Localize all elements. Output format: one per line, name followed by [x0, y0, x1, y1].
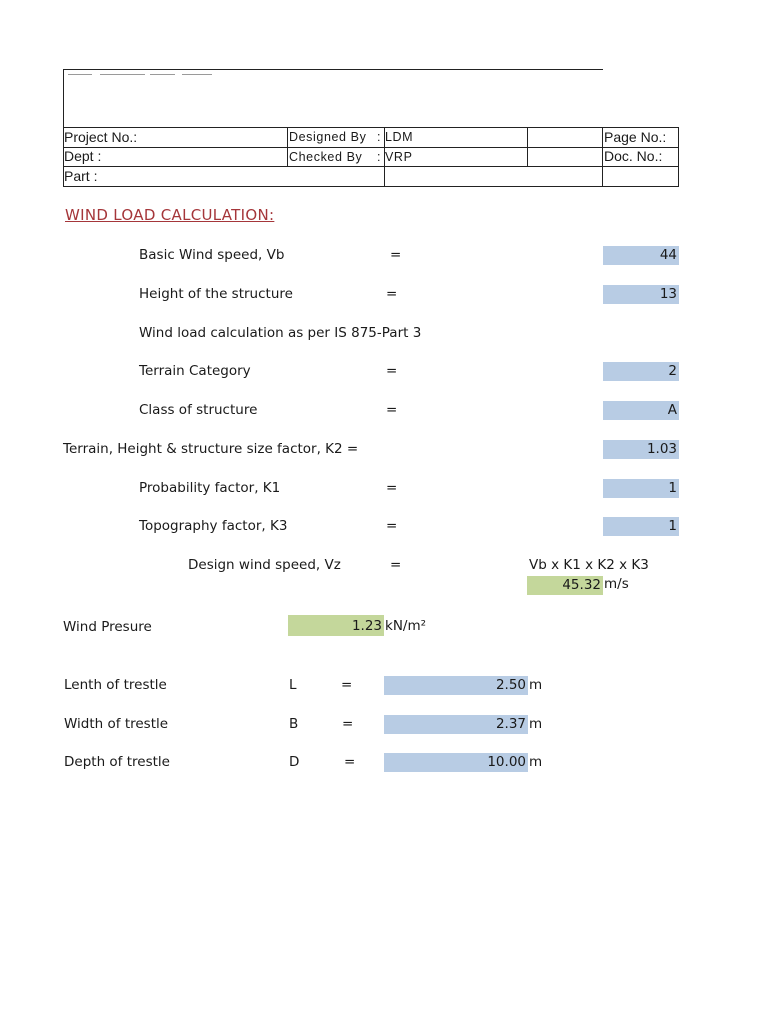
k3-value: 1 — [603, 517, 679, 536]
length-value: 2.50 — [384, 676, 528, 695]
height-value: 13 — [603, 285, 679, 304]
header-bottom — [63, 186, 679, 187]
depth-label: Depth of trestle — [64, 754, 170, 770]
depth-eq: = — [344, 754, 356, 770]
width-eq: = — [342, 716, 354, 732]
depth-symbol: D — [289, 754, 300, 770]
section-title: WIND LOAD CALCULATION: — [65, 206, 275, 224]
designed-by-colon: : — [377, 130, 382, 144]
k3-eq: = — [386, 518, 398, 534]
checked-by-colon: : — [377, 150, 382, 164]
logo-mark — [68, 74, 92, 75]
design-speed-label: Design wind speed, Vz — [188, 557, 341, 573]
dept-label: Dept : — [64, 148, 102, 164]
length-label: Lenth of trestle — [64, 677, 167, 693]
logo-mark — [182, 74, 212, 75]
width-unit: m — [529, 716, 543, 732]
width-value: 2.37 — [384, 715, 528, 734]
basic-wind-speed-value: 44 — [603, 246, 679, 265]
header-col-divider — [527, 127, 528, 167]
header-row1-top — [63, 127, 679, 128]
wind-pressure-label: Wind Presure — [63, 619, 152, 635]
designed-by-value: LDM — [385, 130, 414, 144]
width-label: Width of trestle — [64, 716, 169, 732]
design-speed-formula: Vb x K1 x K2 x K3 — [529, 557, 649, 573]
header-row3-top — [63, 166, 679, 167]
k1-value: 1 — [603, 479, 679, 498]
k2-label: Terrain, Height & structure size factor, K2 = — [63, 441, 359, 457]
depth-unit: m — [529, 754, 543, 770]
length-symbol: L — [289, 677, 297, 693]
terrain-category-eq: = — [386, 363, 398, 379]
k1-label: Probability factor, K1 — [139, 480, 281, 496]
header-col-divider — [287, 127, 288, 167]
k1-eq: = — [386, 480, 398, 496]
logo-mark — [100, 74, 145, 75]
class-structure-eq: = — [386, 402, 398, 418]
height-label: Height of the structure — [139, 286, 293, 302]
header-col-divider — [602, 127, 603, 187]
terrain-category-label: Terrain Category — [139, 363, 251, 379]
class-structure-label: Class of structure — [139, 402, 258, 418]
width-symbol: B — [289, 716, 299, 732]
header-top-border — [63, 69, 603, 70]
header-right-border — [678, 127, 679, 187]
basic-wind-speed-eq: = — [390, 247, 402, 263]
project-no-label: Project No.: — [64, 129, 138, 145]
k2-value: 1.03 — [603, 440, 679, 459]
design-speed-value: 45.32 — [527, 576, 603, 595]
height-eq: = — [386, 286, 398, 302]
logo-mark — [150, 74, 175, 75]
terrain-category-value: 2 — [603, 362, 679, 381]
design-speed-unit: m/s — [604, 576, 629, 592]
wind-pressure-unit: kN/m² — [385, 618, 427, 634]
designed-by-label: Designed By — [289, 130, 367, 144]
class-structure-value: A — [603, 401, 679, 420]
header-row2-top — [63, 147, 679, 148]
k3-label: Topography factor, K3 — [139, 518, 288, 534]
length-eq: = — [341, 677, 353, 693]
doc-no-label: Doc. No.: — [604, 148, 663, 164]
standard-note: Wind load calculation as per IS 875-Part 3 — [139, 325, 422, 341]
checked-by-label: Checked By — [289, 150, 363, 164]
length-unit: m — [529, 677, 543, 693]
depth-value: 10.00 — [384, 753, 528, 772]
checked-by-value: VRP — [385, 150, 413, 164]
part-label: Part : — [64, 168, 98, 184]
wind-pressure-value: 1.23 — [288, 615, 384, 636]
basic-wind-speed-label: Basic Wind speed, Vb — [139, 247, 285, 263]
page-no-label: Page No.: — [604, 129, 667, 145]
design-speed-eq: = — [390, 557, 402, 573]
